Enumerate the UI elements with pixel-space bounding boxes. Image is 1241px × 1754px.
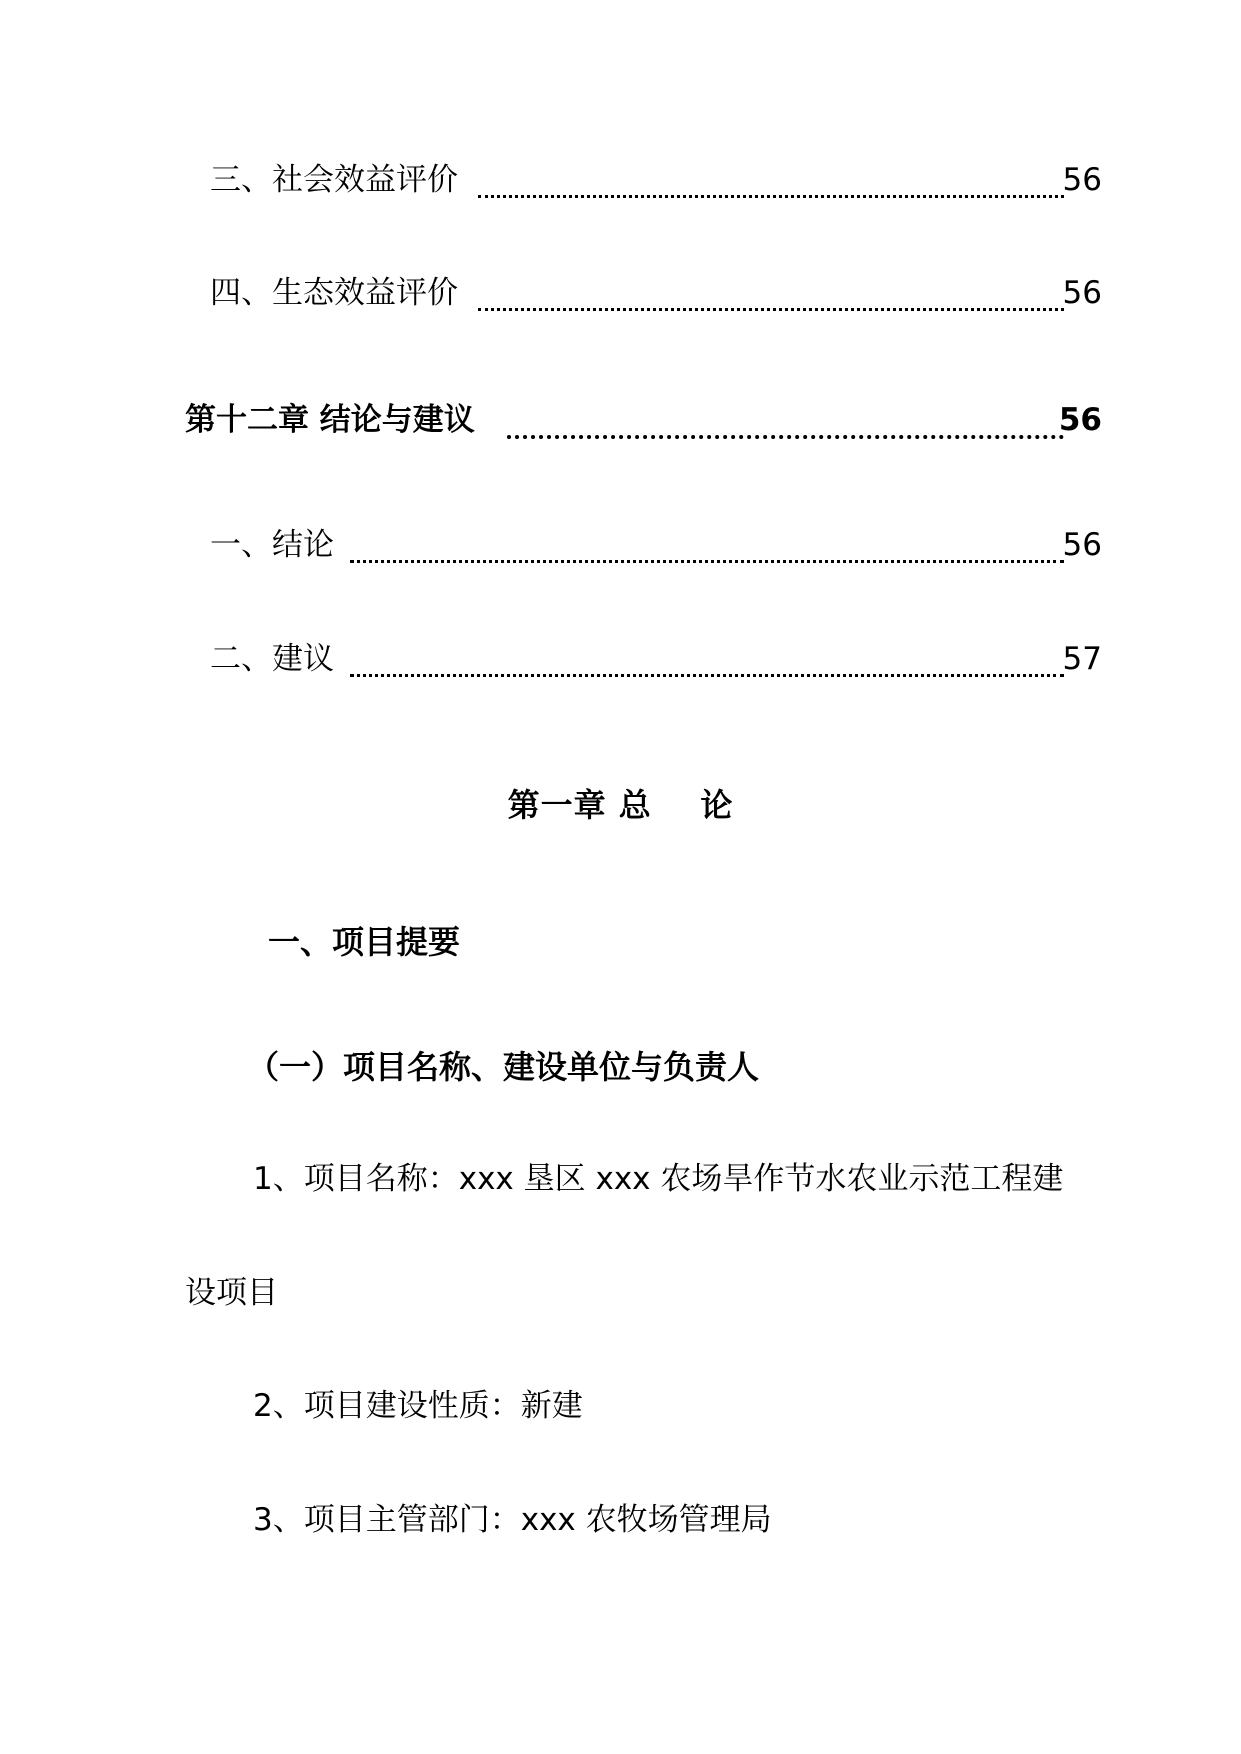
paragraph-item-1-line-2: 设项目 <box>185 1275 278 1311</box>
toc-entry-label: 第十二章 结论与建议 <box>185 395 475 445</box>
toc-entry[interactable] <box>0 155 1241 205</box>
subsection-heading: （一）项目名称、建设单位与负责人 <box>247 1048 760 1086</box>
toc-leader-dots <box>478 145 1064 198</box>
toc-entry-page: 56 <box>1062 162 1102 198</box>
toc-entry-page: 56 <box>1058 402 1102 438</box>
toc-entry-label: 四、生态效益评价 <box>210 268 458 318</box>
toc-entry[interactable] <box>0 268 1241 318</box>
paragraph-item-2: 2、项目建设性质：新建 <box>253 1388 583 1424</box>
toc-chapter-entry[interactable] <box>0 395 1241 445</box>
toc-entry[interactable] <box>0 634 1241 684</box>
toc-entry-label: 二、建议 <box>210 634 334 684</box>
toc-leader-dots <box>350 510 1064 563</box>
toc-entry-page: 57 <box>1062 641 1102 677</box>
toc-leader-dots <box>350 624 1064 677</box>
toc-leader-dots <box>478 258 1064 311</box>
toc-entry-label: 一、结论 <box>210 520 334 570</box>
paragraph-item-3: 3、项目主管部门：xxx 农牧场管理局 <box>253 1502 772 1538</box>
toc-entry-label: 三、社会效益评价 <box>210 155 458 205</box>
toc-entry-page: 56 <box>1062 275 1102 311</box>
toc-leader-dots <box>507 385 1064 439</box>
toc-entry[interactable] <box>0 520 1241 570</box>
toc-entry-page: 56 <box>1062 527 1102 563</box>
section-heading: 一、项目提要 <box>268 923 461 961</box>
chapter-title: 第一章 总 论 <box>507 786 734 824</box>
paragraph-item-1-line-1: 1、项目名称：xxx 垦区 xxx 农场旱作节水农业示范工程建 <box>253 1161 1064 1197</box>
